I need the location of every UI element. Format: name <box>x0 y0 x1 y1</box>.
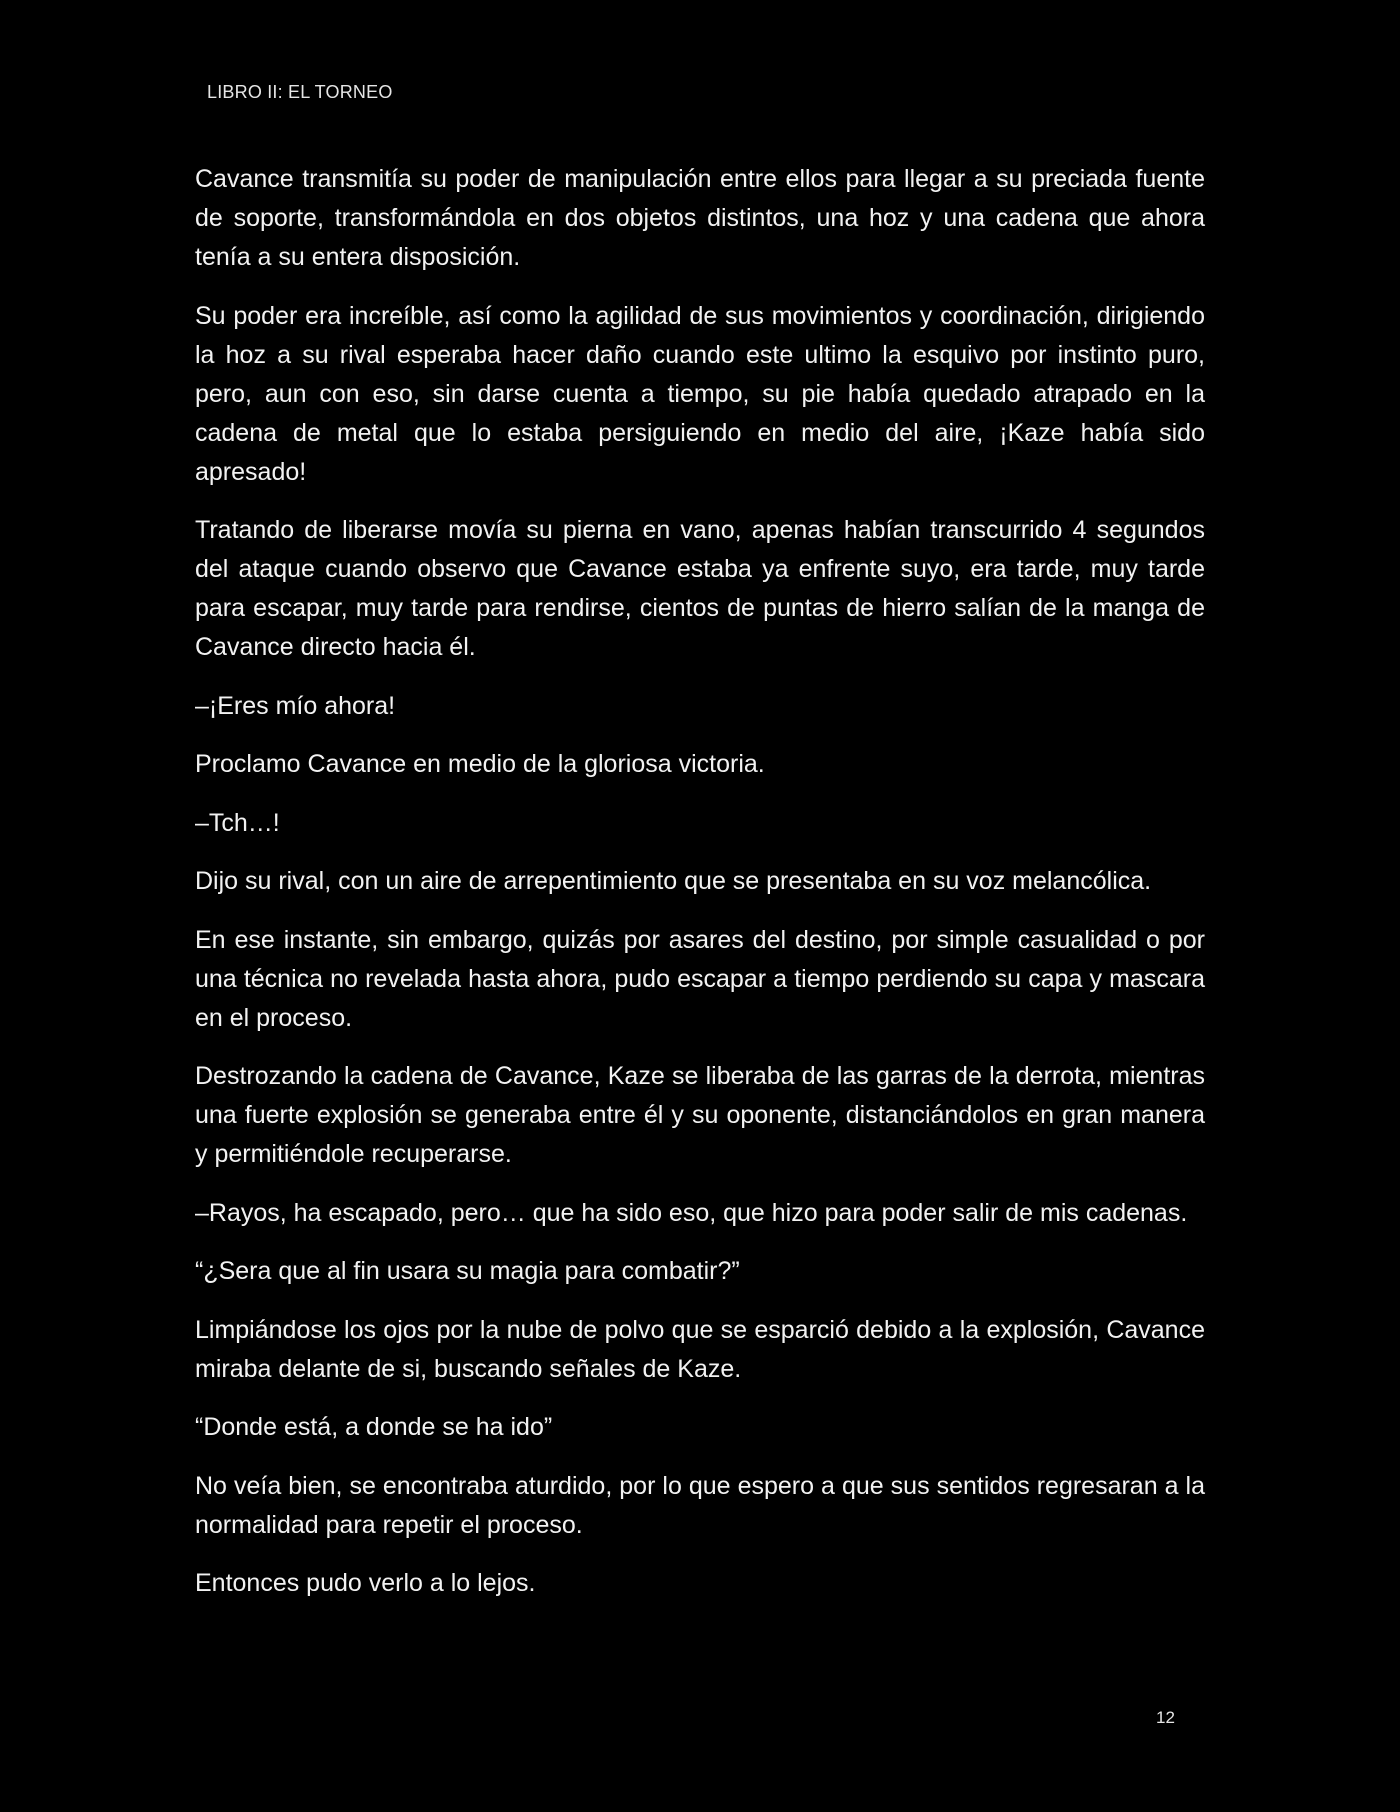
paragraph: No veía bien, se encontraba aturdido, por lo que espero a que sus sentidos regresaran a la normalidad para repetir el proceso. <box>195 1471 1205 1539</box>
dialogue-line: –Tch…! <box>195 808 280 837</box>
body-text <box>195 160 1205 1623</box>
paragraph: Tratando de liberarse movía su pierna en vano, apenas habían transcurrido 4 segundos del ataque cuando observo que Cavance estaba ya enfrente suyo, era tarde, muy tarde para escapar, muy tarde para rendirse, cientos de puntas de hierro salían de la manga de Cavance directo hacia él. <box>195 516 1205 661</box>
dialogue-line: –¡Eres mío ahora! <box>195 691 396 720</box>
page-number: 12 <box>1156 1708 1175 1727</box>
paragraph: En ese instante, sin embargo, quizás por asares del destino, por simple casualidad o por una técnica no revelada hasta ahora, pudo escapar a tiempo perdiendo su capa y mascara en el proceso. <box>195 925 1205 1032</box>
paragraph: Entonces pudo verlo a lo lejos. <box>195 1569 536 1597</box>
paragraph: Destrozando la cadena de Cavance, Kaze se liberaba de las garras de la derrota, mientras una fuerte explosión se generaba entre él y su oponente, distanciándolos en gran manera y permitiéndole recuperarse. <box>195 1062 1205 1168</box>
thought-line: “¿Sera que al fin usara su magia para combatir?” <box>195 1257 740 1285</box>
paragraph: Limpiándose los ojos por la nube de polvo que se esparció debido a la explosión, Cavance miraba delante de si, buscando señales de Kaze. <box>195 1315 1205 1383</box>
running-header: LIBRO II: EL TORNEO <box>207 82 393 102</box>
paragraph: Proclamo Cavance en medio de la gloriosa victoria. <box>195 750 765 778</box>
dialogue-line: –Rayos, ha escapado, pero… que ha sido eso, que hizo para poder salir de mis cadenas. <box>195 1198 1188 1227</box>
paragraph: Dijo su rival, con un aire de arrepentimiento que se presentaba en su voz melancólica. <box>195 867 1152 895</box>
paragraph: Cavance transmitía su poder de manipulación entre ellos para llegar a su preciada fuente de soporte, transformándola en dos objetos distintos, una hoz y una cadena que ahora tenía a su entera disposición. <box>195 165 1205 271</box>
thought-line: “Donde está, a donde se ha ido” <box>195 1413 553 1441</box>
paragraph: Su poder era increíble, así como la agilidad de sus movimientos y coordinación, dirigiendo la hoz a su rival esperaba hacer daño cuando este ultimo la esquivo por instinto puro, pero, aun con eso, sin darse cuenta a tiempo, su pie había quedado atrapado en la cadena de metal que lo estaba persiguiendo en medio del aire, ¡Kaze había sido apresado! <box>195 301 1205 486</box>
